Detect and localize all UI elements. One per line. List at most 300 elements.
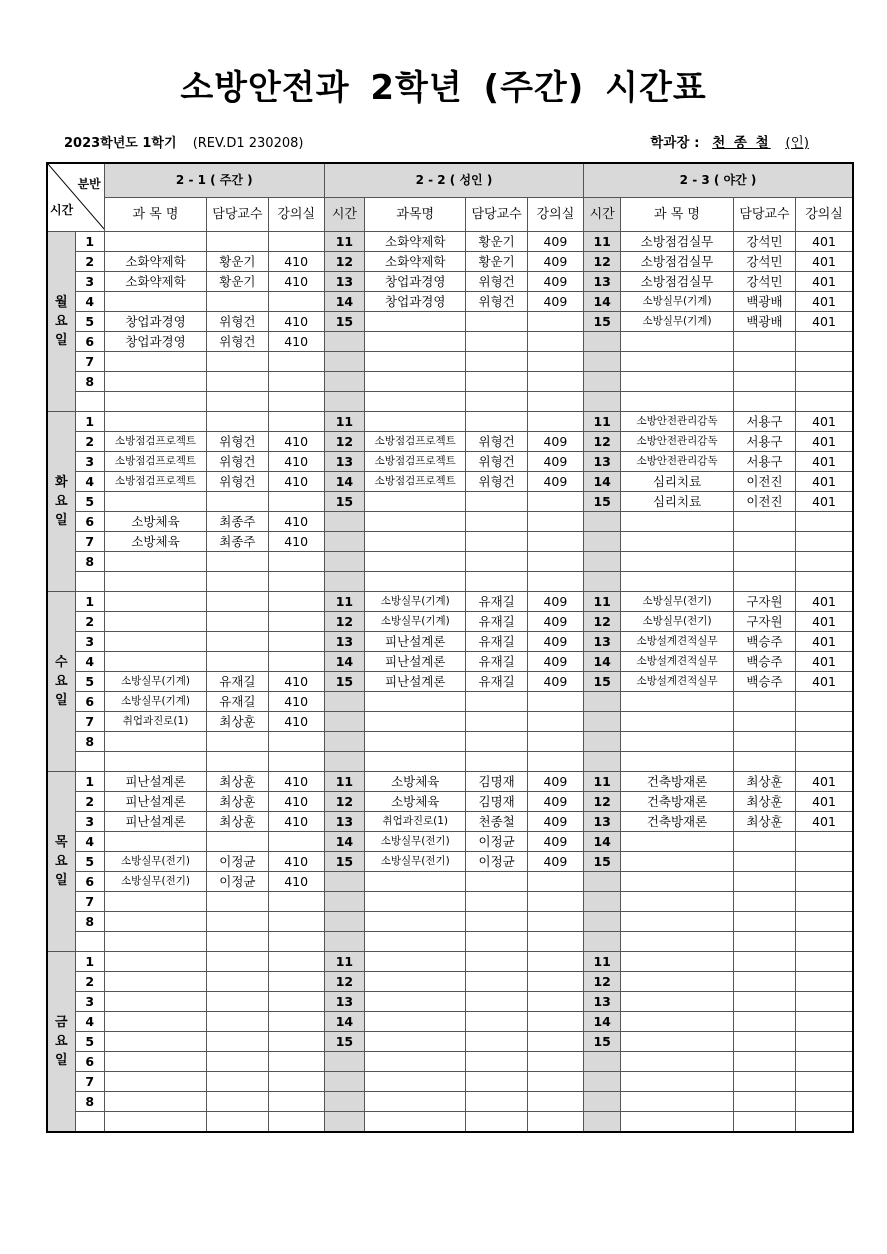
cell-2-1-room [268,492,324,512]
cell-2-1-period: 5 [75,312,104,332]
cell-2-2-period: 11 [324,772,364,792]
cell-2-3-period: 12 [584,252,621,272]
timetable-body [47,232,853,1133]
cell-2-1-subject [104,592,206,612]
cell-2-2-room: 409 [527,792,583,812]
cell-2-3-room: 401 [796,812,853,832]
cell-2-2-room: 409 [527,852,583,872]
cell-2-3-room [796,372,853,392]
cell-2-1-room [268,572,324,592]
cell-2-2-period: 12 [324,792,364,812]
cell-2-3-room [796,1112,853,1133]
cell-2-2-period: 11 [324,952,364,972]
cell-2-3-period: 14 [584,472,621,492]
seal-mark: (인) [785,135,809,151]
cell-2-2-room [527,752,583,772]
table-row [47,1072,853,1092]
cell-2-1-subject [104,1012,206,1032]
day-label-char: 일 [55,513,68,528]
cell-2-3-room [796,992,853,1012]
cell-2-1-subject [104,992,206,1012]
cell-2-1-period: 5 [75,492,104,512]
cell-2-3-room: 401 [796,312,853,332]
cell-2-3-subject: 소방실무(기계) [621,292,734,312]
cell-2-3-professor [733,832,795,852]
cell-2-3-period: 11 [584,412,621,432]
cell-2-1-professor [207,1052,268,1072]
cell-2-1-subject [104,552,206,572]
cell-2-1-subject: 소방실무(전기) [104,872,206,892]
cell-2-1-room [268,372,324,392]
cell-2-2-period: 14 [324,652,364,672]
cell-2-1-period: 2 [75,432,104,452]
cell-2-3-professor [733,1092,795,1112]
cell-2-1-period: 2 [75,612,104,632]
cell-2-2-period [324,552,364,572]
cell-2-3-room [796,712,853,732]
cell-2-2-period: 15 [324,1032,364,1052]
cell-2-1-period: 3 [75,632,104,652]
cell-2-3-period: 14 [584,1012,621,1032]
cell-2-1-room [268,832,324,852]
cell-2-2-subject [365,712,466,732]
cell-2-2-period: 15 [324,492,364,512]
cell-2-2-period: 14 [324,472,364,492]
cell-2-1-room: 410 [268,712,324,732]
cell-2-2-room [527,552,583,572]
cell-2-2-subject [365,872,466,892]
cell-2-3-room: 401 [796,492,853,512]
cell-2-2-professor: 유재길 [466,632,527,652]
cell-2-3-subject [621,872,734,892]
cell-2-1-subject [104,232,206,252]
table-row [47,1052,853,1072]
cell-2-1-subject [104,1032,206,1052]
cell-2-1-subject: 창업과경영 [104,312,206,332]
day-label-thu [47,772,75,952]
cell-2-2-subject [365,372,466,392]
table-row [47,712,853,732]
day-label-char: 목 [55,835,68,850]
day-label-char: 월 [55,295,68,310]
cell-2-2-room [527,1012,583,1032]
cell-2-2-subject: 소방실무(전기) [365,852,466,872]
cell-2-3-subject: 소방안전관리감독 [621,452,734,472]
cell-2-2-room [527,312,583,332]
cell-2-1-period: 3 [75,812,104,832]
cell-2-3-room [796,892,853,912]
cell-2-1-room [268,652,324,672]
cell-2-2-subject: 소방실무(기계) [365,592,466,612]
table-row [47,692,853,712]
cell-2-3-professor [733,1052,795,1072]
day-label-char: 요 [55,674,68,689]
cell-2-3-room [796,1072,853,1092]
cell-2-3-period: 13 [584,812,621,832]
cell-2-1-subject: 소화약제학 [104,272,206,292]
cell-2-2-period [324,912,364,932]
cell-2-2-room [527,992,583,1012]
cell-2-1-period: 4 [75,652,104,672]
cell-2-2-period [324,572,364,592]
cell-2-3-period: 12 [584,792,621,812]
cell-2-3-period: 11 [584,232,621,252]
cell-2-2-room [527,892,583,912]
cell-2-1-period: 1 [75,592,104,612]
cell-2-1-professor [207,972,268,992]
corner-top-label: 분반 [77,177,101,191]
cell-2-3-period [584,532,621,552]
cell-2-3-room [796,1052,853,1072]
cell-2-1-room: 410 [268,312,324,332]
cell-2-1-room [268,952,324,972]
table-row [47,852,853,872]
table-row [47,672,853,692]
table-row [47,272,853,292]
cell-2-3-room: 401 [796,452,853,472]
cell-2-2-subject [365,332,466,352]
cell-2-3-subject [621,1032,734,1052]
cell-2-1-professor: 최종주 [207,512,268,532]
cell-2-2-professor [466,372,527,392]
cell-2-2-period: 12 [324,252,364,272]
cell-2-3-professor: 강석민 [733,272,795,292]
cell-2-1-professor [207,572,268,592]
cell-2-3-professor: 백승주 [733,652,795,672]
cell-2-1-period: 8 [75,912,104,932]
cell-2-3-subject [621,572,734,592]
cell-2-3-professor: 구자원 [733,612,795,632]
table-row [47,452,853,472]
cell-2-3-professor: 백승주 [733,632,795,652]
table-row [47,312,853,332]
cell-2-3-room: 401 [796,432,853,452]
cell-2-2-professor: 김명재 [466,792,527,812]
cell-2-3-period: 15 [584,492,621,512]
cell-2-3-period [584,932,621,952]
cell-2-1-subject: 소방점검프로젝트 [104,432,206,452]
cell-2-1-room [268,612,324,632]
col-professor-2-1: 담당교수 [207,198,268,232]
cell-2-1-subject [104,492,206,512]
cell-2-2-professor [466,492,527,512]
cell-2-3-professor [733,512,795,532]
cell-2-3-subject: 소방점검실무 [621,232,734,252]
cell-2-3-room [796,912,853,932]
cell-2-3-period [584,332,621,352]
cell-2-1-professor [207,552,268,572]
cell-2-3-professor [733,392,795,412]
term-info [64,132,303,151]
cell-2-3-professor [733,732,795,752]
cell-2-1-period: 7 [75,892,104,912]
cell-2-2-room: 409 [527,672,583,692]
cell-2-3-period: 11 [584,772,621,792]
cell-2-3-room [796,872,853,892]
cell-2-1-room [268,992,324,1012]
cell-2-3-professor [733,1112,795,1133]
cell-2-3-room: 401 [796,632,853,652]
cell-2-3-room [796,1032,853,1052]
cell-2-2-period [324,1112,364,1133]
cell-2-1-subject [104,1052,206,1072]
cell-2-3-subject: 소방설계견적실무 [621,652,734,672]
cell-2-1-period: 1 [75,772,104,792]
cell-2-1-professor: 유재길 [207,672,268,692]
cell-2-3-professor [733,532,795,552]
cell-2-3-subject: 소방안전관리감독 [621,412,734,432]
cell-2-1-period: 6 [75,512,104,532]
cell-2-3-room: 401 [796,472,853,492]
cell-2-3-period [584,1052,621,1072]
cell-2-2-professor: 황운기 [466,232,527,252]
col-professor-2-3: 담당교수 [733,198,795,232]
cell-2-3-professor [733,752,795,772]
cell-2-3-subject: 소방실무(전기) [621,592,734,612]
cell-2-3-period: 12 [584,972,621,992]
cell-2-1-room [268,552,324,572]
table-row [47,232,853,252]
cell-2-2-professor: 위형건 [466,432,527,452]
cell-2-3-period: 13 [584,452,621,472]
cell-2-2-period: 13 [324,992,364,1012]
cell-2-3-professor: 이전진 [733,472,795,492]
cell-2-3-professor [733,1012,795,1032]
cell-2-1-professor [207,1012,268,1032]
cell-2-1-subject [104,652,206,672]
col-professor-2-2: 담당교수 [466,198,527,232]
cell-2-2-professor [466,1032,527,1052]
table-row [47,472,853,492]
cell-2-3-period [584,572,621,592]
table-row [47,532,853,552]
cell-2-3-period [584,372,621,392]
cell-2-3-subject [621,352,734,372]
cell-2-2-subject [365,412,466,432]
cell-2-3-room [796,552,853,572]
cell-2-3-subject [621,1092,734,1112]
day-label-char: 요 [55,854,68,869]
cell-2-3-room [796,572,853,592]
table-row [47,812,853,832]
cell-2-2-subject [365,752,466,772]
cell-2-1-professor [207,1092,268,1112]
cell-2-2-period: 13 [324,272,364,292]
cell-2-3-professor [733,552,795,572]
dept-head-name: 천 종 철 [712,135,771,151]
cell-2-3-subject: 소방실무(기계) [621,312,734,332]
cell-2-1-professor [207,732,268,752]
cell-2-2-professor [466,892,527,912]
cell-2-2-room [527,332,583,352]
cell-2-2-room: 409 [527,252,583,272]
cell-2-3-room [796,352,853,372]
cell-2-3-room [796,952,853,972]
cell-2-1-subject: 취업과진로(1) [104,712,206,732]
cell-2-2-professor [466,312,527,332]
cell-2-2-subject [365,1072,466,1092]
table-row [47,252,853,272]
cell-2-3-period [584,1072,621,1092]
cell-2-1-professor [207,412,268,432]
cell-2-1-subject [104,952,206,972]
cell-2-2-period [324,512,364,532]
cell-2-1-period [75,572,104,592]
cell-2-1-room [268,912,324,932]
cell-2-3-professor [733,572,795,592]
table-row [47,352,853,372]
cell-2-1-period [75,392,104,412]
cell-2-3-subject: 소방안전관리감독 [621,432,734,452]
cell-2-1-professor [207,652,268,672]
day-label-char: 금 [55,1015,68,1030]
cell-2-3-room [796,392,853,412]
cell-2-3-period: 11 [584,592,621,612]
cell-2-1-room [268,412,324,432]
cell-2-3-professor: 서용구 [733,452,795,472]
cell-2-2-room [527,572,583,592]
cell-2-3-subject [621,832,734,852]
cell-2-1-room [268,292,324,312]
cell-2-3-period: 13 [584,272,621,292]
cell-2-2-professor: 위형건 [466,452,527,472]
cell-2-3-period [584,692,621,712]
cell-2-1-subject [104,1072,206,1092]
cell-2-1-professor [207,1072,268,1092]
cell-2-3-subject: 소방실무(전기) [621,612,734,632]
cell-2-3-room [796,752,853,772]
cell-2-2-subject [365,692,466,712]
cell-2-3-professor [733,952,795,972]
table-row [47,832,853,852]
cell-2-3-professor: 백승주 [733,672,795,692]
table-row [47,1032,853,1052]
cell-2-1-subject: 피난설계론 [104,812,206,832]
cell-2-2-professor [466,1012,527,1032]
cell-2-2-room [527,972,583,992]
day-label-char: 일 [55,1053,68,1068]
cell-2-3-room: 401 [796,612,853,632]
table-row [47,392,853,412]
cell-2-3-professor: 최상훈 [733,772,795,792]
cell-2-1-period: 2 [75,252,104,272]
cell-2-3-room [796,732,853,752]
cell-2-2-subject: 소방실무(기계) [365,612,466,632]
cell-2-1-professor [207,352,268,372]
cell-2-1-room [268,752,324,772]
cell-2-3-professor [733,892,795,912]
cell-2-2-professor [466,692,527,712]
cell-2-2-subject [365,732,466,752]
table-row [47,792,853,812]
cell-2-2-professor [466,872,527,892]
cell-2-2-room [527,1092,583,1112]
cell-2-1-professor: 위형건 [207,472,268,492]
cell-2-3-subject [621,1112,734,1133]
cell-2-3-subject: 소방설계견적실무 [621,672,734,692]
table-row [47,612,853,632]
cell-2-2-room: 409 [527,772,583,792]
cell-2-1-professor [207,1032,268,1052]
cell-2-3-professor: 구자원 [733,592,795,612]
cell-2-1-professor: 이정균 [207,872,268,892]
cell-2-2-period [324,352,364,372]
cell-2-1-subject: 피난설계론 [104,772,206,792]
cell-2-2-room: 409 [527,632,583,652]
cell-2-2-period [324,712,364,732]
section-header-2-2: 2 - 2 ( 성인 ) [324,163,583,198]
cell-2-1-room: 410 [268,332,324,352]
cell-2-1-room [268,892,324,912]
cell-2-1-period: 4 [75,292,104,312]
cell-2-2-room [527,352,583,372]
cell-2-1-room: 410 [268,472,324,492]
cell-2-2-professor [466,712,527,732]
cell-2-1-professor [207,372,268,392]
cell-2-2-professor: 김명재 [466,772,527,792]
cell-2-1-period: 6 [75,1052,104,1072]
cell-2-1-period: 2 [75,792,104,812]
cell-2-3-subject [621,392,734,412]
cell-2-3-period: 12 [584,612,621,632]
cell-2-2-room [527,492,583,512]
cell-2-1-professor [207,232,268,252]
cell-2-1-professor: 유재길 [207,692,268,712]
cell-2-1-room [268,732,324,752]
cell-2-3-room: 401 [796,412,853,432]
cell-2-2-professor [466,332,527,352]
cell-2-1-professor: 최상훈 [207,792,268,812]
cell-2-2-room [527,712,583,732]
table-row [47,732,853,752]
cell-2-1-subject [104,732,206,752]
cell-2-2-subject: 피난설계론 [365,632,466,652]
cell-2-3-subject [621,532,734,552]
cell-2-3-period: 15 [584,672,621,692]
table-row [47,432,853,452]
cell-2-2-room: 409 [527,272,583,292]
cell-2-1-room: 410 [268,532,324,552]
table-row [47,1092,853,1112]
cell-2-1-subject: 소방점검프로젝트 [104,452,206,472]
cell-2-2-professor [466,552,527,572]
cell-2-2-subject [365,1092,466,1112]
revision-label: (REV.D1 230208) [192,136,304,151]
cell-2-3-professor: 서용구 [733,432,795,452]
cell-2-3-room [796,852,853,872]
cell-2-3-subject [621,552,734,572]
table-row [47,772,853,792]
table-row [47,1012,853,1032]
cell-2-3-subject: 소방설계견적실무 [621,632,734,652]
table-row [47,332,853,352]
cell-2-1-period: 6 [75,692,104,712]
cell-2-1-room: 410 [268,512,324,532]
corner-bottom-label: 시간 [50,203,74,217]
cell-2-1-professor [207,952,268,972]
cell-2-1-subject: 소방실무(기계) [104,692,206,712]
cell-2-3-subject: 소방점검실무 [621,252,734,272]
cell-2-1-room [268,232,324,252]
col-subject-2-1: 과 목 명 [104,198,206,232]
cell-2-3-subject [621,332,734,352]
cell-2-1-room [268,1012,324,1032]
cell-2-2-room [527,372,583,392]
cell-2-3-subject [621,372,734,392]
cell-2-3-subject [621,952,734,972]
cell-2-1-period: 1 [75,412,104,432]
cell-2-1-period: 6 [75,872,104,892]
